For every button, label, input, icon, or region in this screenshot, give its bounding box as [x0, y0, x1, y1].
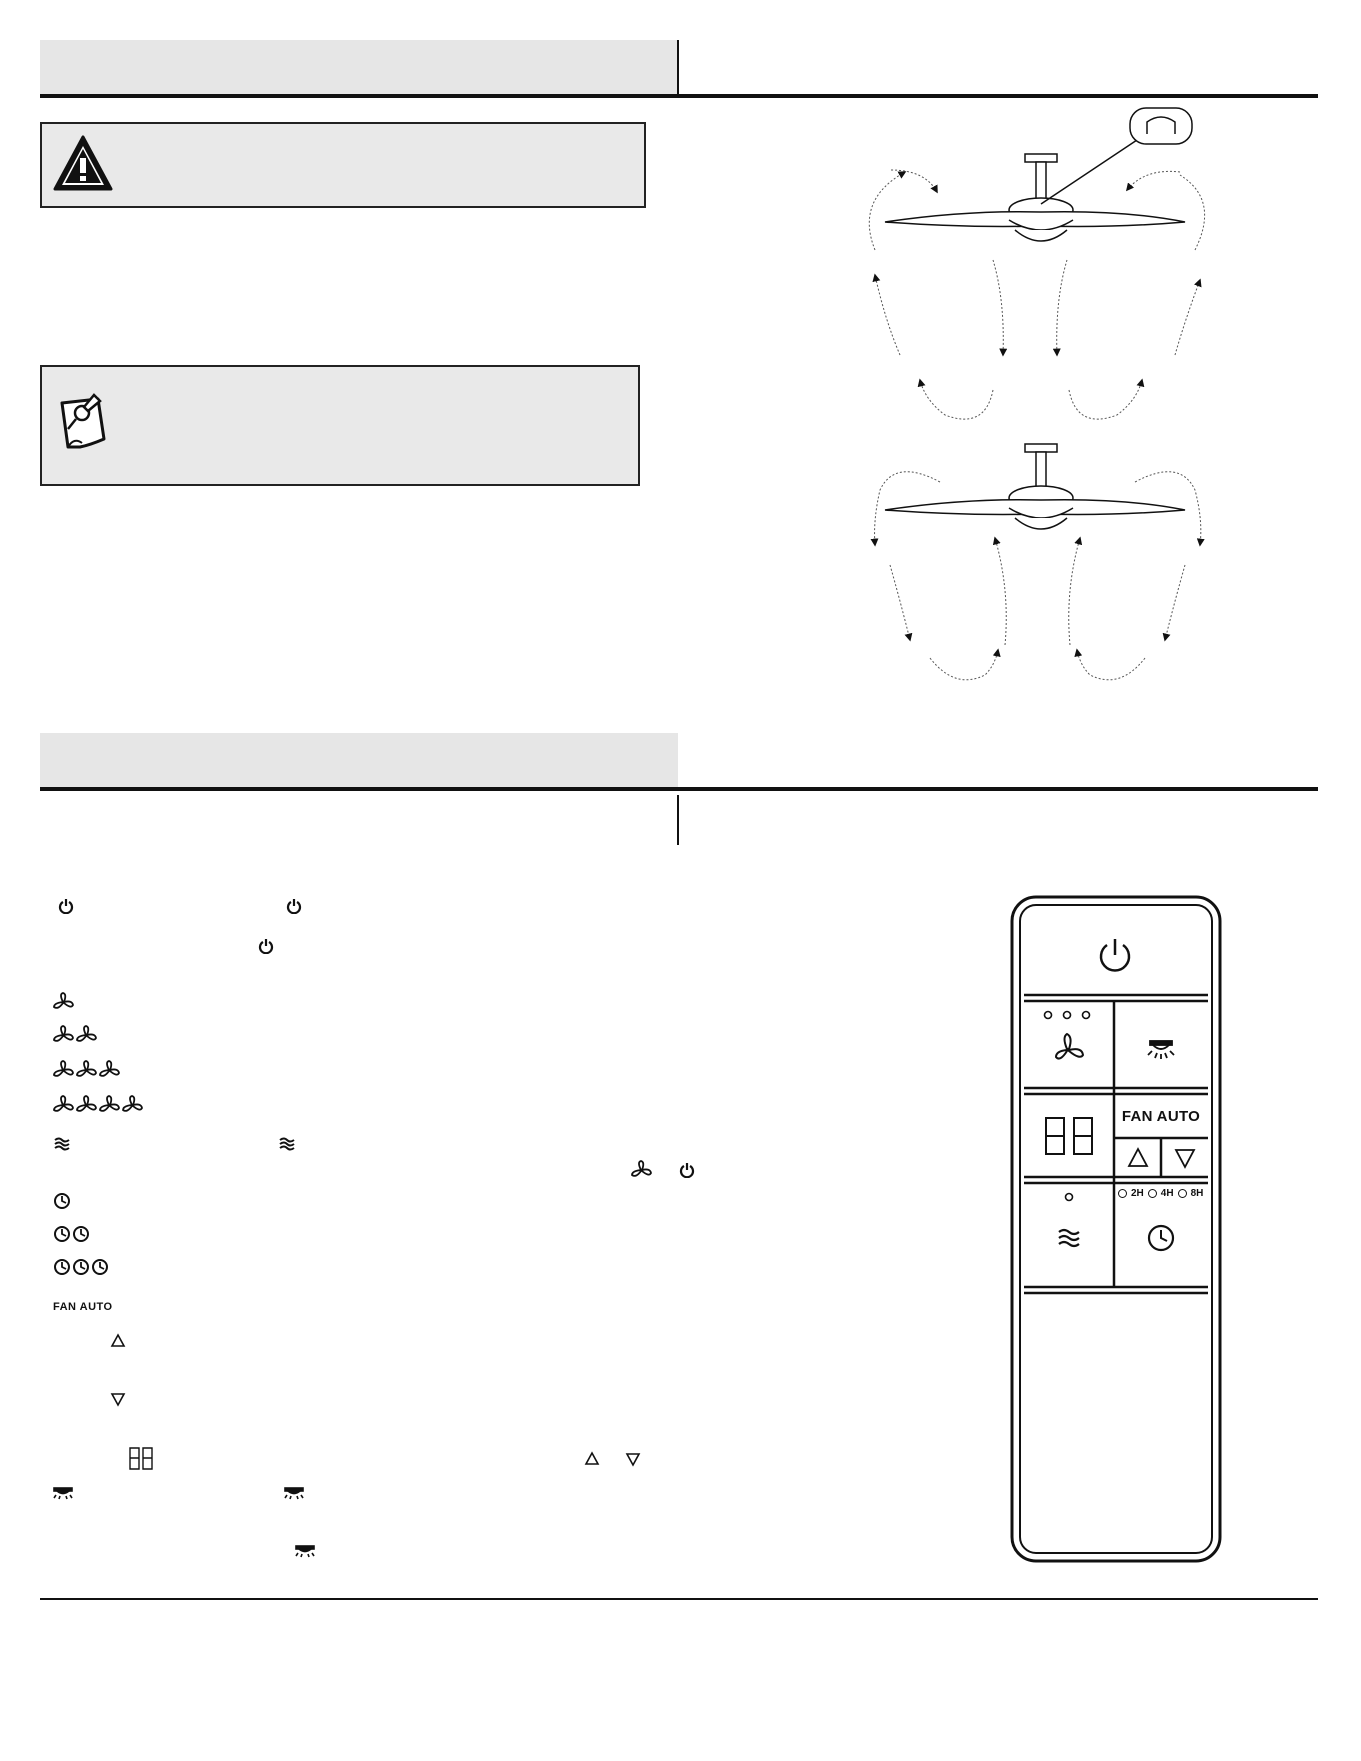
- fan-speed-1-icon: [52, 992, 76, 1012]
- remote-light-button[interactable]: [1116, 1003, 1206, 1086]
- up-triangle-icon: [1116, 1140, 1160, 1176]
- timer-2-icon: [53, 1225, 91, 1243]
- timer-option-8h: 8H: [1190, 1188, 1204, 1199]
- section-header-band-1: [40, 40, 678, 94]
- fan-speed-2-icon: [52, 1025, 100, 1045]
- breeze-icon: [1059, 1230, 1079, 1246]
- remote-display: [1026, 1096, 1112, 1175]
- power-icon: [286, 898, 302, 914]
- light-icon: [294, 1544, 316, 1558]
- clock-icon: [1146, 1223, 1176, 1253]
- power-icon: [1086, 929, 1144, 979]
- timer-option-2h: 2H: [1131, 1188, 1144, 1199]
- down-triangle-icon: [625, 1451, 641, 1467]
- power-icon: [258, 938, 274, 954]
- section-header-band-2: [40, 733, 678, 787]
- remote-power-button[interactable]: [1086, 929, 1144, 979]
- remote-breeze-button[interactable]: [1026, 1185, 1112, 1285]
- power-icon: [58, 898, 74, 914]
- remote-control: [1010, 895, 1222, 1563]
- warning-box: [40, 122, 646, 208]
- remote-timer-button[interactable]: [1116, 1185, 1206, 1285]
- up-triangle-icon: [110, 1333, 126, 1349]
- seven-segment-display-icon: [128, 1446, 156, 1472]
- timer-option-4h: 4H: [1160, 1188, 1174, 1199]
- section-subheader-divider-2: [677, 795, 679, 845]
- fan-speed-4-icon: [52, 1095, 148, 1115]
- remote-fan-auto-button[interactable]: [1116, 1096, 1206, 1136]
- breeze-icon: [279, 1137, 295, 1151]
- light-icon: [1116, 1003, 1206, 1086]
- fan-diagram-winter: [875, 444, 1201, 680]
- light-icon: [52, 1486, 74, 1500]
- fan-diagram-summer: [869, 108, 1204, 419]
- remote-up-button[interactable]: [1116, 1140, 1160, 1176]
- remote-fan-auto-label: FAN AUTO: [1121, 1107, 1201, 1125]
- section-header-divider-1: [677, 40, 679, 94]
- light-icon: [283, 1486, 305, 1500]
- fan-speed-3-icon: [52, 1060, 124, 1080]
- section-rule-1: [40, 94, 1318, 98]
- down-triangle-icon: [110, 1391, 126, 1407]
- fan-auto-legend-label: FAN AUTO: [53, 1301, 113, 1313]
- note-pin-icon: [54, 389, 112, 451]
- power-icon: [679, 1162, 695, 1178]
- section-rule-2: [40, 787, 1318, 791]
- fan-blade-icon: [1056, 1034, 1083, 1059]
- down-triangle-icon: [1163, 1140, 1207, 1176]
- timer-3-icon: [53, 1258, 111, 1276]
- remote-fan-speed-button[interactable]: [1026, 1003, 1112, 1086]
- footer-rule: [40, 1598, 1318, 1600]
- timer-1-icon: [53, 1192, 71, 1210]
- up-triangle-icon: [584, 1451, 600, 1467]
- breeze-icon: [54, 1137, 70, 1151]
- remote-timer-options: [1118, 1188, 1206, 1199]
- fan-blade-icon: [630, 1160, 654, 1180]
- fan-airflow-diagram: [845, 100, 1330, 700]
- remote-down-button[interactable]: [1163, 1140, 1207, 1176]
- note-box: [40, 365, 640, 486]
- warning-triangle-icon: [52, 134, 114, 192]
